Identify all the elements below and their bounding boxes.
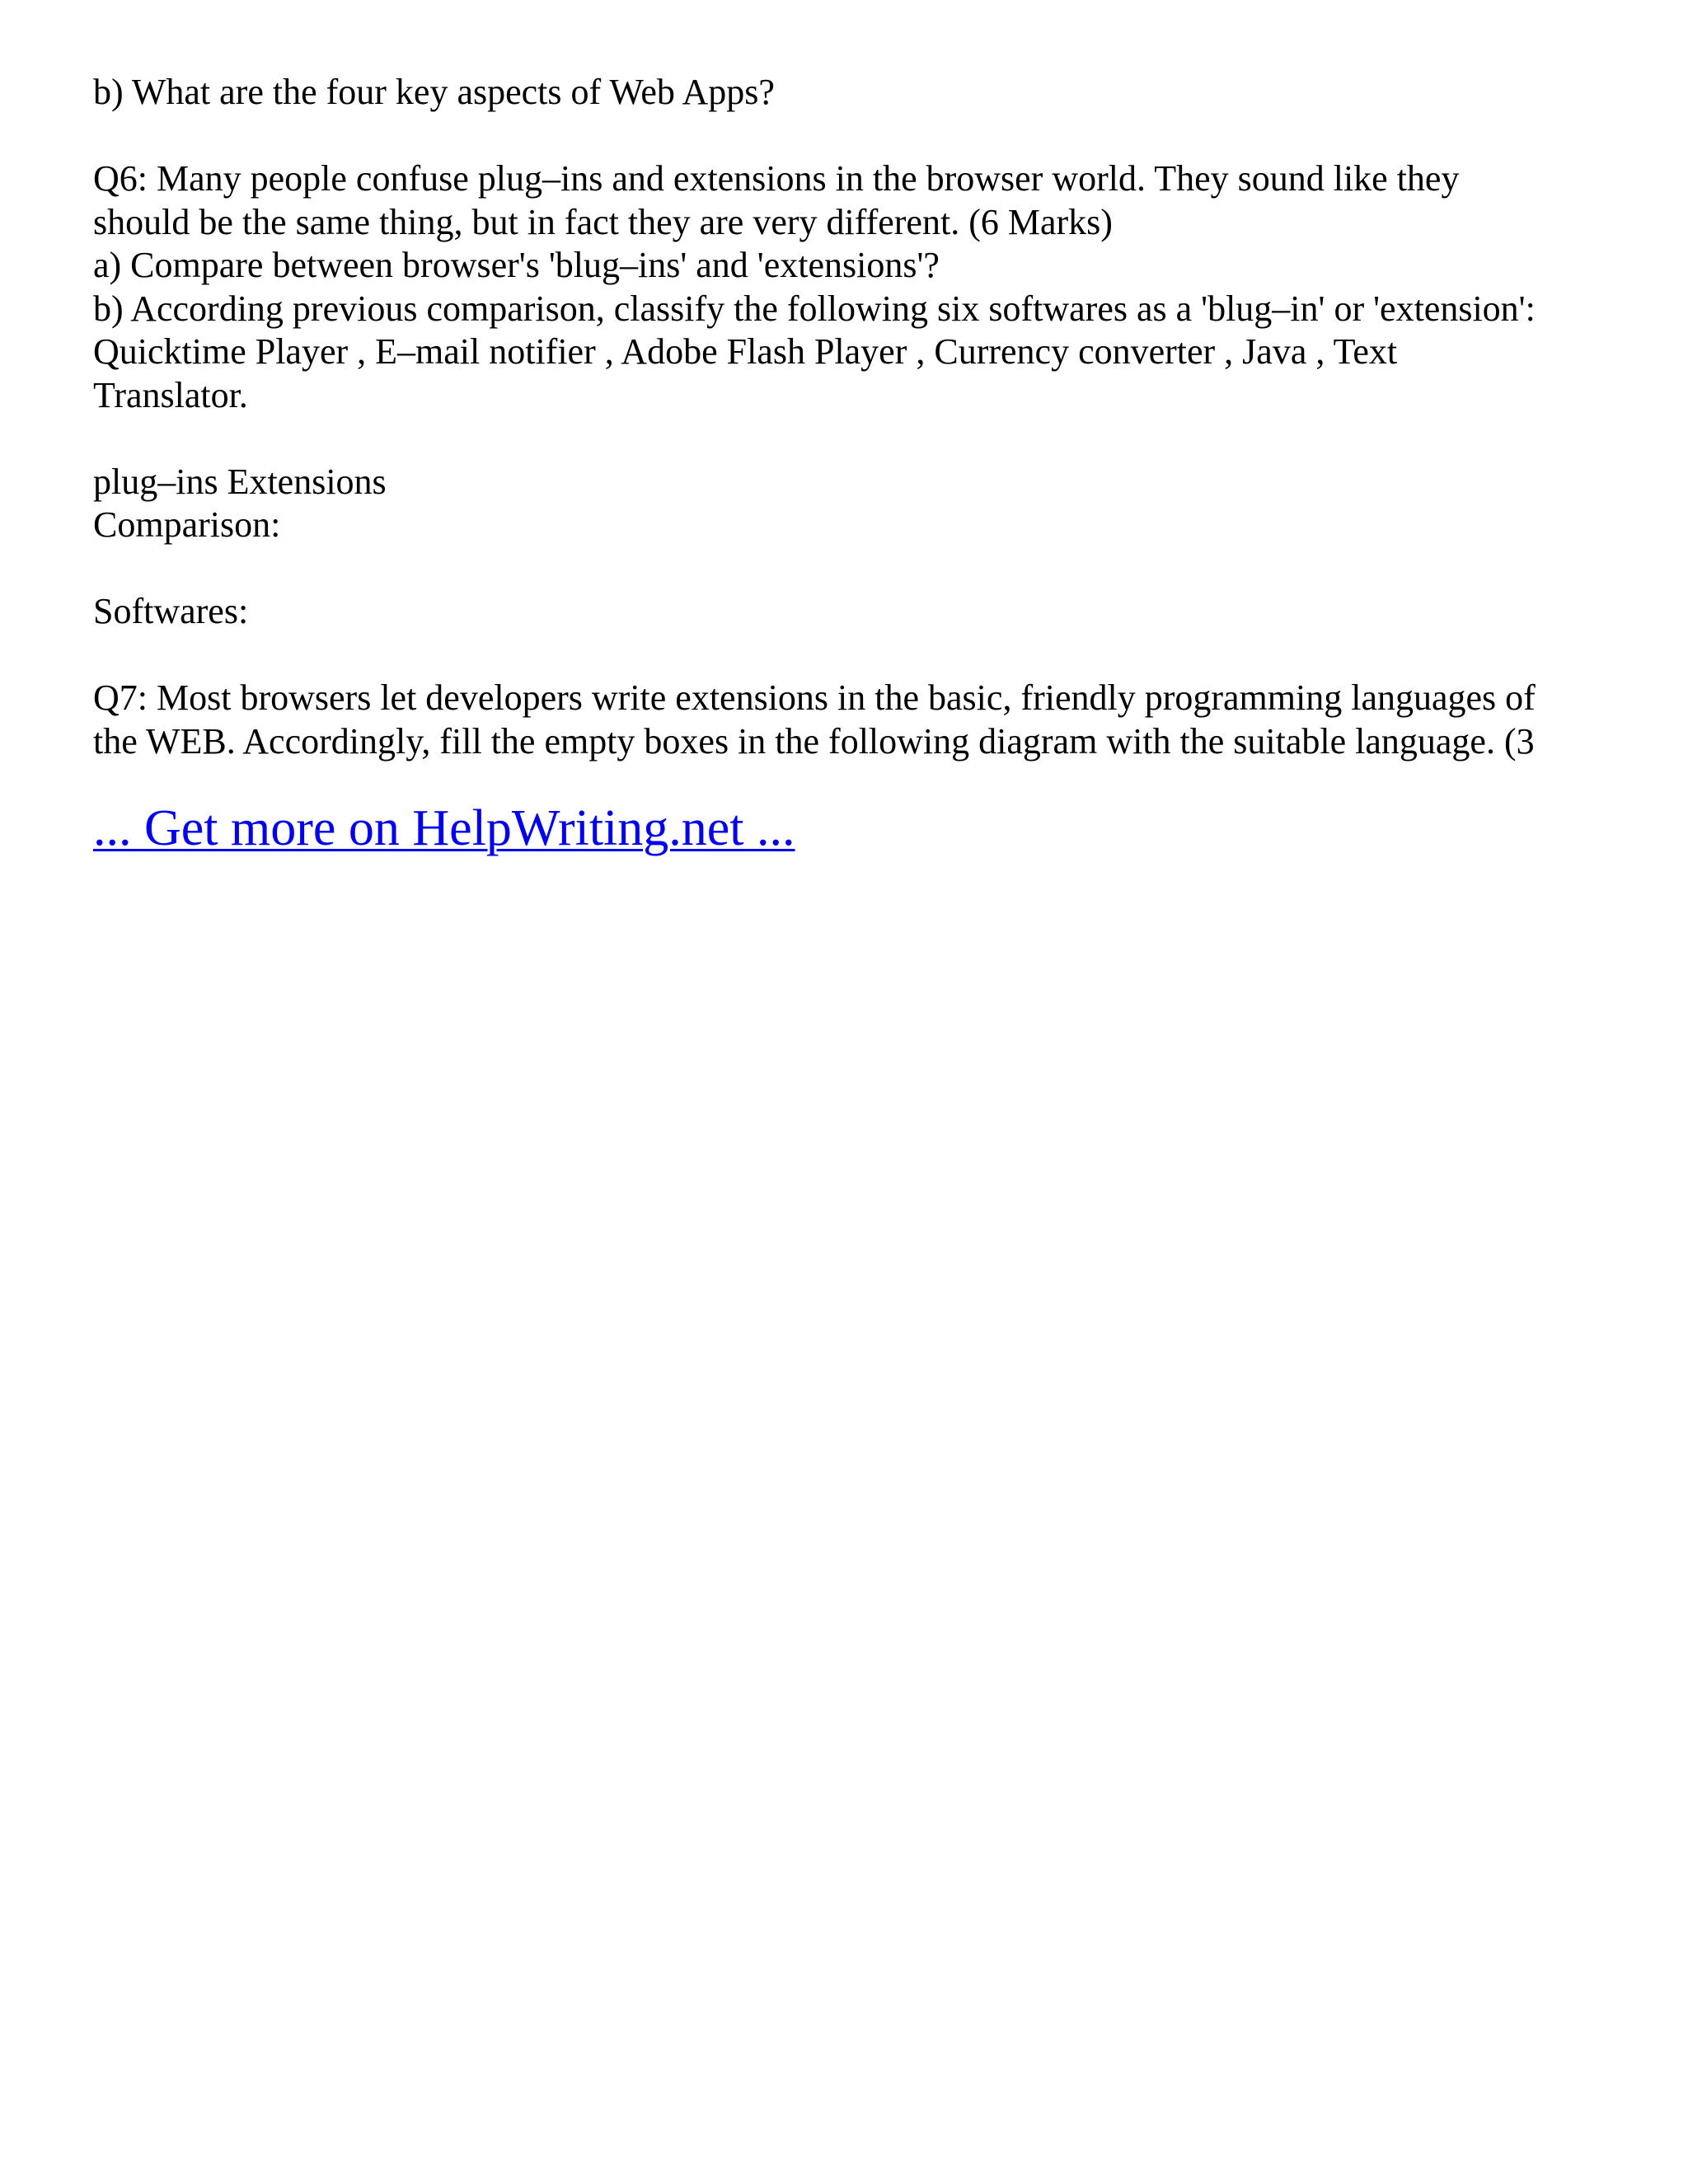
comparison-label: Comparison: bbox=[93, 504, 281, 545]
spacer bbox=[93, 115, 1626, 158]
document-page bbox=[93, 71, 1626, 860]
question-7 bbox=[93, 677, 1626, 763]
question-7-line-2: the WEB. Accordingly, fill the empty boxes in the following diagram with the suitable language. (3 bbox=[93, 720, 1535, 762]
question-5b: b) What are the four key aspects of Web Apps? bbox=[93, 72, 775, 112]
question-6-part-b-line-3: Translator. bbox=[93, 374, 248, 415]
question-6-part-b-line-2: Quicktime Player , E–mail notifier , Adobe Flash Player , Currency converter , Java , Text bbox=[93, 331, 1398, 372]
table-header: plug–ins Extensions bbox=[93, 461, 387, 502]
question-6-line-2: should be the same thing, but in fact they are very different. (6 Marks) bbox=[93, 201, 1113, 242]
question-6-line-1: Q6: Many people confuse plug–ins and extensions in the browser world. They sound like they bbox=[93, 158, 1460, 199]
spacer bbox=[93, 547, 1626, 591]
spacer bbox=[93, 417, 1626, 461]
get-more-link[interactable]: ... Get more on HelpWriting.net ... bbox=[93, 800, 795, 856]
spacer bbox=[93, 634, 1626, 677]
question-6-part-a: a) Compare between browser's 'blug–ins' and 'extensions'? bbox=[93, 245, 940, 285]
question-6 bbox=[93, 157, 1626, 417]
question-6-part-b-line-1: b) According previous comparison, classify the following six softwares as a 'blug–in' or 'extension': bbox=[93, 288, 1536, 329]
softwares-label: Softwares: bbox=[93, 591, 249, 631]
question-7-line-1: Q7: Most browsers let developers write extensions in the basic, friendly programming languages of bbox=[93, 677, 1536, 718]
